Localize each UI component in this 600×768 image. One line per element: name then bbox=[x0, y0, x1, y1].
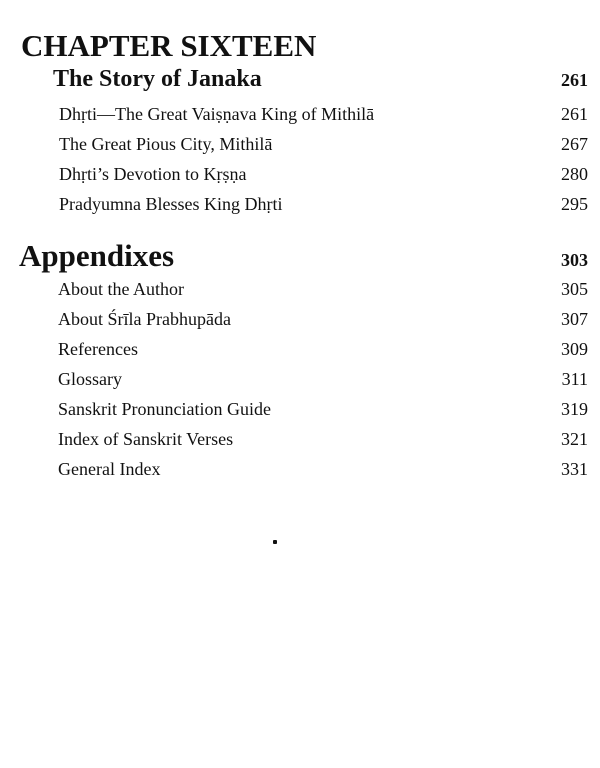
toc-entry bbox=[59, 105, 588, 123]
toc-entry-title: About the Author bbox=[58, 279, 184, 299]
toc-entry-page: 295 bbox=[561, 194, 588, 214]
toc-entry-title: The Great Pious City, Mithilā bbox=[59, 134, 273, 154]
toc-entry-page: 309 bbox=[561, 339, 588, 359]
toc-entry bbox=[58, 310, 588, 328]
toc-entry-page: 319 bbox=[561, 399, 588, 419]
toc-entry-page: 321 bbox=[561, 429, 588, 449]
toc-entry bbox=[58, 340, 588, 358]
appendixes-title-row bbox=[19, 240, 588, 271]
toc-entry-page: 331 bbox=[561, 459, 588, 479]
toc-entry-title: About Śrīla Prabhupāda bbox=[58, 309, 231, 329]
toc-entry bbox=[58, 400, 588, 418]
toc-entry-page: 311 bbox=[561, 369, 588, 389]
toc-entry-title: Glossary bbox=[58, 369, 122, 389]
toc-entry-page: 307 bbox=[561, 309, 588, 329]
toc-entry-title: Dhṛti’s Devotion to Kṛṣṇa bbox=[59, 164, 247, 184]
toc-entry-title: References bbox=[58, 339, 138, 359]
appendixes-title: Appendixes bbox=[19, 238, 175, 273]
chapter-label: CHAPTER SIXTEEN bbox=[21, 28, 317, 63]
ornament-dot bbox=[273, 540, 277, 544]
toc-entry-title: Dhṛti—The Great Vaiṣṇava King of Mithilā bbox=[59, 104, 375, 124]
toc-entry bbox=[59, 135, 588, 153]
toc-entry-title: Pradyumna Blesses King Dhṛti bbox=[59, 194, 283, 214]
toc-entry-title: General Index bbox=[58, 459, 161, 479]
toc-entry bbox=[59, 165, 588, 183]
toc-entry bbox=[59, 195, 588, 213]
appendixes-page-number: 303 bbox=[561, 250, 588, 270]
toc-entry-title: Sanskrit Pronunciation Guide bbox=[58, 399, 271, 419]
toc-entry bbox=[58, 460, 588, 478]
toc-entry bbox=[58, 370, 588, 388]
toc-entry-page: 267 bbox=[561, 134, 588, 154]
toc-entry-page: 280 bbox=[561, 164, 588, 184]
chapter-title-row bbox=[53, 67, 588, 91]
chapter-page-number: 261 bbox=[561, 70, 588, 90]
toc-entry bbox=[58, 430, 588, 448]
toc-entry bbox=[58, 280, 588, 298]
toc-entry-page: 261 bbox=[561, 104, 588, 124]
chapter-title: The Story of Janaka bbox=[53, 66, 262, 92]
toc-entry-page: 305 bbox=[561, 279, 588, 299]
toc-entry-title: Index of Sanskrit Verses bbox=[58, 429, 234, 449]
